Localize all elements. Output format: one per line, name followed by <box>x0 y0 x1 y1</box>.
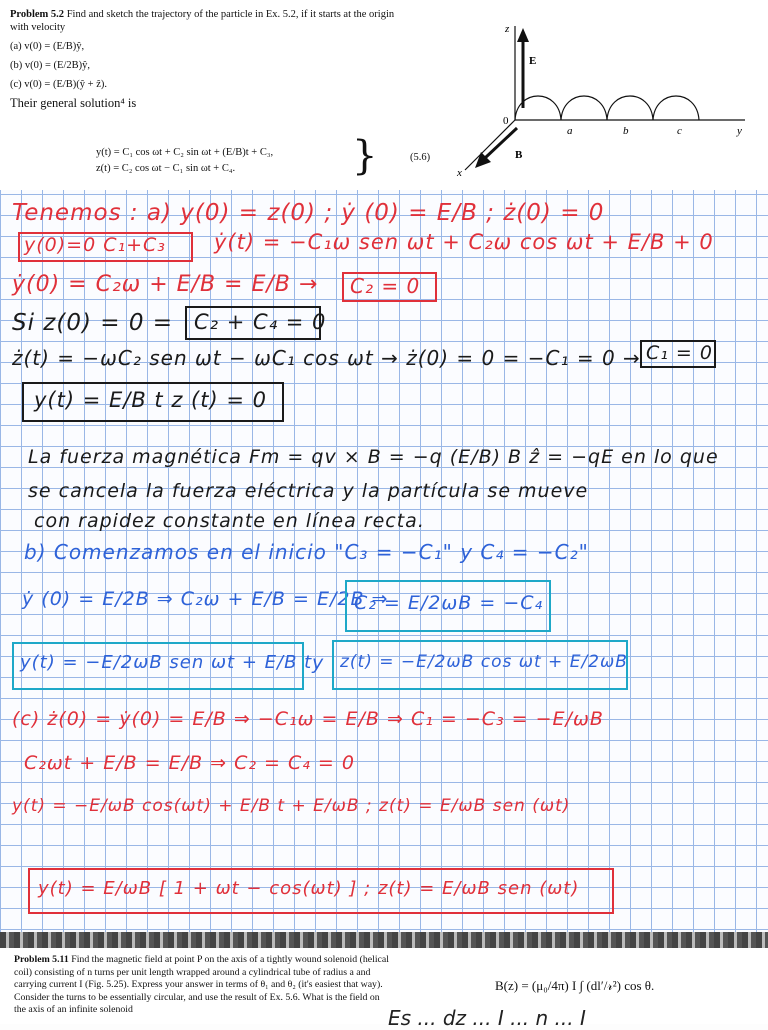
next-problem-statement <box>14 954 389 1017</box>
note-si-z0: Si z(0) = 0 = <box>12 310 174 336</box>
note-ydot-b: ẏ (0) = E/2B ⇒ C₂ω + E/B = E/2B ⇒ <box>22 588 389 610</box>
a-label: a <box>567 125 573 137</box>
note-c2-b: C₂ = E/2ωB = −C₄ <box>354 592 544 614</box>
origin-label: 0 <box>503 115 509 127</box>
equation-block <box>96 145 273 177</box>
note-ydot-0: ẏ(0) = C₂ω + E/B = E/B → <box>12 272 319 297</box>
equation-z: z(t) = C₂ cos ωt − C₁ sin ωt + C₄. <box>96 163 236 174</box>
equation-number: (5.6) <box>410 152 431 163</box>
note-result-a: y(t) = E/B t z (t) = 0 <box>34 388 267 412</box>
trajectory-figure <box>455 8 755 188</box>
x-axis <box>465 120 515 170</box>
note-part-b-start: b) Comenzamos en el inicio "C₃ = −C₁" y C₄ = −C₂" <box>24 540 589 564</box>
note-fuerza-2: se cancela la fuerza eléctrica y la partícula se mueve <box>28 480 589 502</box>
next-problem-text: Find the magnetic field at point P on the axis of a tightly wound solenoid (helical coil) consisting of n turns per unit length wrapped around a cylindrical tube of radius a and carrying current I (Fig. 5.25). Express your answer in terms of θ₁ and θ₂ (it's easiest that way). Consider the turns to be essentially circular, and use the result of Ex. 5.6. What is the field on the axis of an infinite solenoid <box>14 954 389 1015</box>
textbook-excerpt-top <box>0 0 768 190</box>
problem-label: Problem 5.2 <box>10 9 65 20</box>
b-label: b <box>623 125 629 137</box>
note-final-answer: y(t) = E/ωB [ 1 + ωt − cos(ωt) ] ; z(t) = E/ωB sen (ωt) <box>38 878 580 899</box>
next-problem-label: Problem 5.11 <box>14 954 69 965</box>
part-b: (b) v(0) = (E/2B)ŷ, <box>10 60 90 71</box>
note-zt-b: z(t) = −E/2ωB cos ωt + E/2ωB <box>340 652 628 672</box>
problem-statement <box>10 8 405 110</box>
note-c2-zero: C₂ = 0 <box>350 274 421 298</box>
c-label: c <box>677 125 682 137</box>
x-label: x <box>457 167 462 179</box>
note-c2-c4-c: C₂ωt + E/B = E/B ⇒ C₂ = C₄ = 0 <box>24 752 355 774</box>
note-zdot-t: ż(t) = −ωC₂ sen ωt − ωC₁ cos ωt → ż(0) = 0 = −C₁ = 0 → <box>12 346 641 370</box>
E-arrowhead <box>517 28 529 42</box>
note-fuerza-3: con rapidez constante en línea recta. <box>34 510 425 532</box>
general-solution-text: Their general solution⁴ is <box>10 96 137 110</box>
torn-edge <box>0 932 768 948</box>
y-label: y <box>737 125 742 137</box>
biot-savart-equation: B(z) = (μ₀/4π) I ∫ (dl′/𝓇²) cos θ. <box>495 978 655 993</box>
note-c2-c4: C₂ + C₄ = 0 <box>194 310 327 334</box>
note-c1-zero: C₁ = 0 <box>646 342 713 364</box>
part-c: (c) v(0) = (E/B)(ŷ + ẑ). <box>10 79 107 90</box>
note-yt-b: y(t) = −E/2ωB sen ωt + E/B t <box>20 652 313 673</box>
note-y0-boxed: y(0)=0 C₁+C₃ <box>24 234 166 256</box>
B-label: B <box>515 149 523 161</box>
bottom-scrawl: Es ... dz ... I ... n ... I <box>388 1006 586 1030</box>
note-ydot-t: ẏ(t) = −C₁ω sen ωt + C₂ω cos ωt + E/B + 0 <box>214 230 714 254</box>
B-arrow <box>485 128 517 158</box>
note-y-connector: y <box>312 652 325 674</box>
note-line-givens: Tenemos : a) y(0) = z(0) ; ẏ (0) = E/B ; ż(0) = 0 <box>12 200 605 226</box>
part-a: (a) v(0) = (E/B)ŷ, <box>10 41 85 52</box>
cycloid-path <box>515 96 699 120</box>
note-fuerza-1: La fuerza magnética Fm = qv × B = −q (E/B) B ẑ = −qE en lo que <box>28 446 719 468</box>
note-yt-zt-c: y(t) = −E/ωB cos(ωt) + E/B t + E/ωB ; z(t) = E/ωB sen (ωt) <box>12 796 571 816</box>
textbook-excerpt-bottom <box>0 948 768 1024</box>
E-label: E <box>529 55 537 67</box>
problem-text: Find and sketch the trajectory of the particle in Ex. 5.2, if it starts at the origin with velocity <box>10 9 395 33</box>
z-label: z <box>505 23 510 35</box>
equation-brace: } <box>352 133 378 179</box>
note-part-c: (c) ż(0) = ẏ(0) = E/B ⇒ −C₁ω = E/B ⇒ C₁ = −C₃ = −E/ωB <box>12 708 604 730</box>
equation-y: y(t) = C₁ cos ωt + C₂ sin ωt + (E/B)t + C₃, <box>96 147 274 158</box>
